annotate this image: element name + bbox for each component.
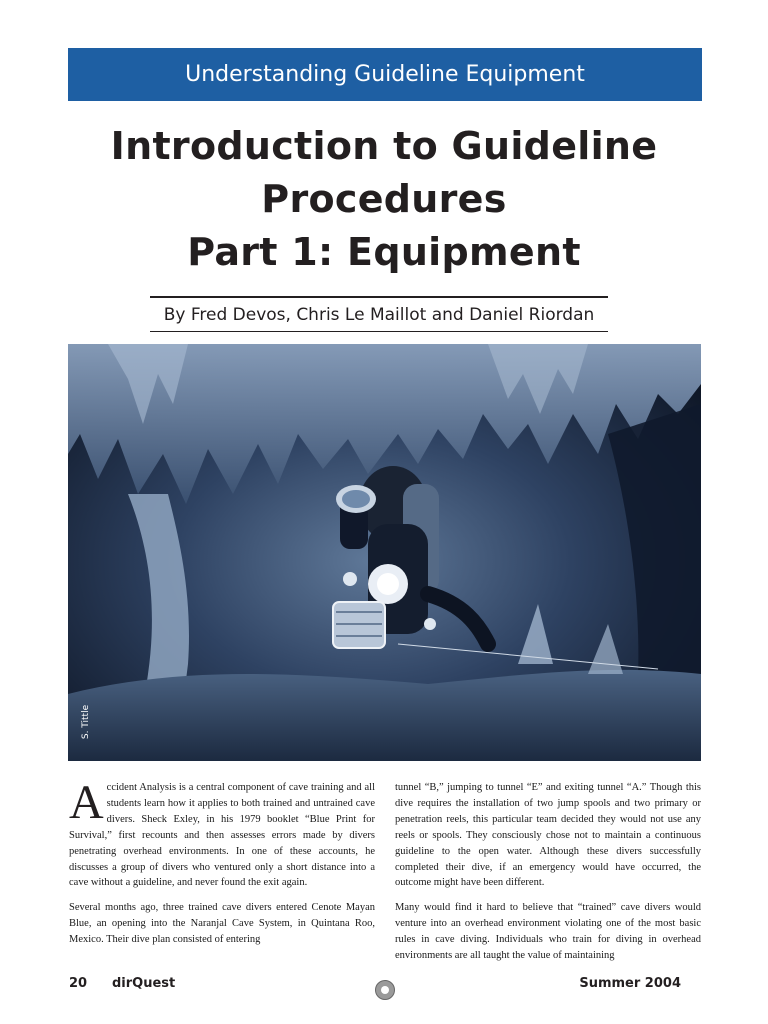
paragraph: Many would find it hard to believe that “trained” cave divers would venture into an overhead environment violating one of the most basic rules in cave diving. Individuals who train for diving in overhead environments are all taught the value of maintaining bbox=[395, 902, 701, 962]
drop-cap: A bbox=[69, 776, 104, 829]
title-line-3: Part 1: Equipment bbox=[187, 230, 581, 274]
cave-diver-photo bbox=[68, 344, 701, 761]
byline: By Fred Devos, Chris Le Maillot and Daniel Riordan bbox=[163, 305, 595, 325]
byline-rule-top bbox=[150, 296, 608, 298]
gue-logo-icon bbox=[375, 980, 395, 1000]
body-column-right bbox=[395, 780, 701, 973]
cave-diver-illustration bbox=[68, 344, 701, 761]
paragraph-text: ccident Analysis is a central component of cave training and all students learn how it applies to both trained and untrained cave divers. Sheck Exley, in his 1979 booklet “Blue Print for Survival,” first recounts and then assesses errors made by divers penetrating overhead environments. In one of these accounts, he discusses a group of divers who ventured only a short distance into a cave without a guideline, and never found the exit again. bbox=[69, 782, 375, 889]
section-banner bbox=[68, 48, 702, 101]
byline-rule-bottom bbox=[150, 331, 608, 332]
photo-credit: S. Tittle bbox=[81, 704, 91, 740]
paragraph bbox=[69, 776, 375, 891]
section-banner-text: Understanding Guideline Equipment bbox=[185, 62, 585, 87]
title-line-1: Introduction to Guideline bbox=[110, 124, 658, 168]
paragraph: tunnel “B,” jumping to tunnel “E” and exiting tunnel “A.” Though this dive requires the installation of two jump spools and two primary or penetration reels, this particular team decided they would not use any reels or spools. They consciously chose not to maintain a continuous guideline to the open water. Although these divers successfully completed their dive, if an emergency would have occurred, the outcome might have been different. bbox=[395, 782, 701, 889]
issue-date: Summer 2004 bbox=[579, 976, 681, 991]
title-line-2: Procedures bbox=[261, 177, 507, 221]
article-title bbox=[40, 120, 728, 279]
page-number: 20 bbox=[69, 976, 88, 991]
magazine-name: dirQuest bbox=[112, 976, 176, 991]
paragraph: Several months ago, three trained cave divers entered Cenote Mayan Blue, an opening into the Naranjal Cave System, in Quintana Roo, Mexico. Their dive plan consisted of entering bbox=[69, 902, 375, 946]
body-column-left bbox=[69, 776, 375, 957]
